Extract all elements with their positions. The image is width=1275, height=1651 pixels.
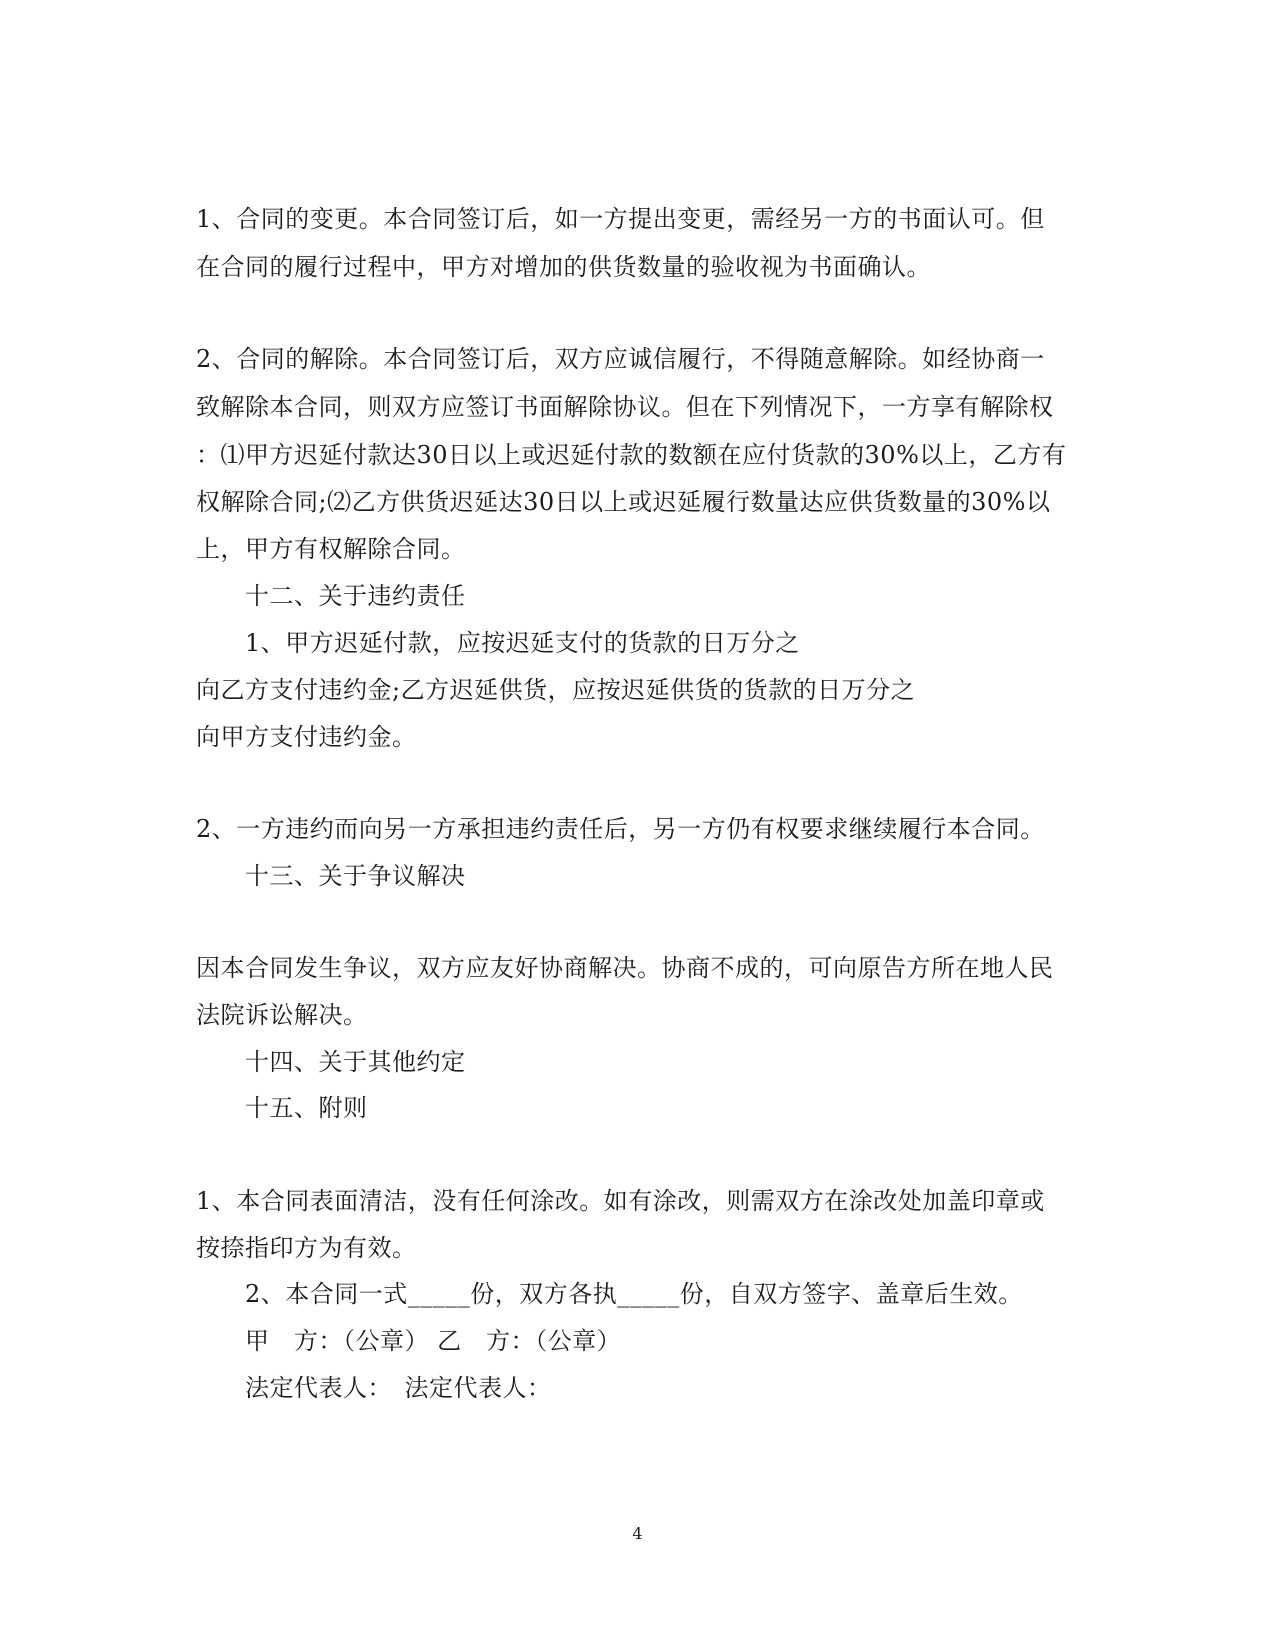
clause-dispute-line-2: 法院诉讼解决。 xyxy=(196,1001,368,1029)
section-heading-other: 十四、关于其他约定 xyxy=(245,1048,466,1076)
clause-breach-line-1: 1、甲方迟延付款，应按迟延支付的货款的日万分之 xyxy=(245,629,800,657)
section-heading-dispute: 十三、关于争议解决 xyxy=(245,862,466,890)
clause-breach-2: 2、一方违约而向另一方承担违约责任后，另一方仍有权要求继续履行本合同。 xyxy=(196,815,1045,843)
clause-breach-line-2: 向乙方支付违约金;乙方迟延供货，应按迟延供货的货款的日万分之 xyxy=(196,676,916,704)
section-heading-supplementary: 十五、附则 xyxy=(245,1094,368,1122)
section-heading-breach: 十二、关于违约责任 xyxy=(245,582,466,610)
clause-termination-line-2: 致解除本合同，则双方应签订书面解除协议。但在下列情况下，一方享有解除权 xyxy=(196,393,1054,421)
clause-termination-line-4: 权解除合同;⑵乙方供货迟延达30日以上或迟延履行数量达应供货数量的30%以 xyxy=(196,488,1051,516)
signature-parties: 甲 方：（公章） 乙 方：（公章） xyxy=(245,1327,622,1355)
clause-termination-line-5: 上，甲方有权解除合同。 xyxy=(196,535,466,563)
clause-dispute-line-1: 因本合同发生争议，双方应友好协商解决。协商不成的，可向原告方所在地人民 xyxy=(196,954,1054,982)
clause-termination-line-3: ：⑴甲方迟延付款达30日以上或迟延付款的数额在应付货款的30%以上，乙方有 xyxy=(196,441,1067,469)
clause-change-line-2: 在合同的履行过程中，甲方对增加的供货数量的验收视为书面确认。 xyxy=(196,253,931,281)
clause-supplementary-line-2: 按捺指印方为有效。 xyxy=(196,1234,417,1262)
clause-supplementary-line-1: 1、本合同表面清洁，没有任何涂改。如有涂改，则需双方在涂改处加盖印章或 xyxy=(196,1187,1045,1215)
page-number: 4 xyxy=(632,1524,643,1543)
clause-termination-line-1: 2、合同的解除。本合同签订后，双方应诚信履行，不得随意解除。如经协商一 xyxy=(196,345,1045,373)
signature-representatives: 法定代表人： 法定代表人： xyxy=(245,1374,552,1402)
clause-change-line-1: 1、合同的变更。本合同签订后，如一方提出变更，需经另一方的书面认可。但 xyxy=(196,205,1045,233)
clause-breach-line-3: 向甲方支付违约金。 xyxy=(196,723,417,751)
clause-copies: 2、本合同一式_____份，双方各执_____份，自双方签字、盖章后生效。 xyxy=(245,1280,1023,1308)
